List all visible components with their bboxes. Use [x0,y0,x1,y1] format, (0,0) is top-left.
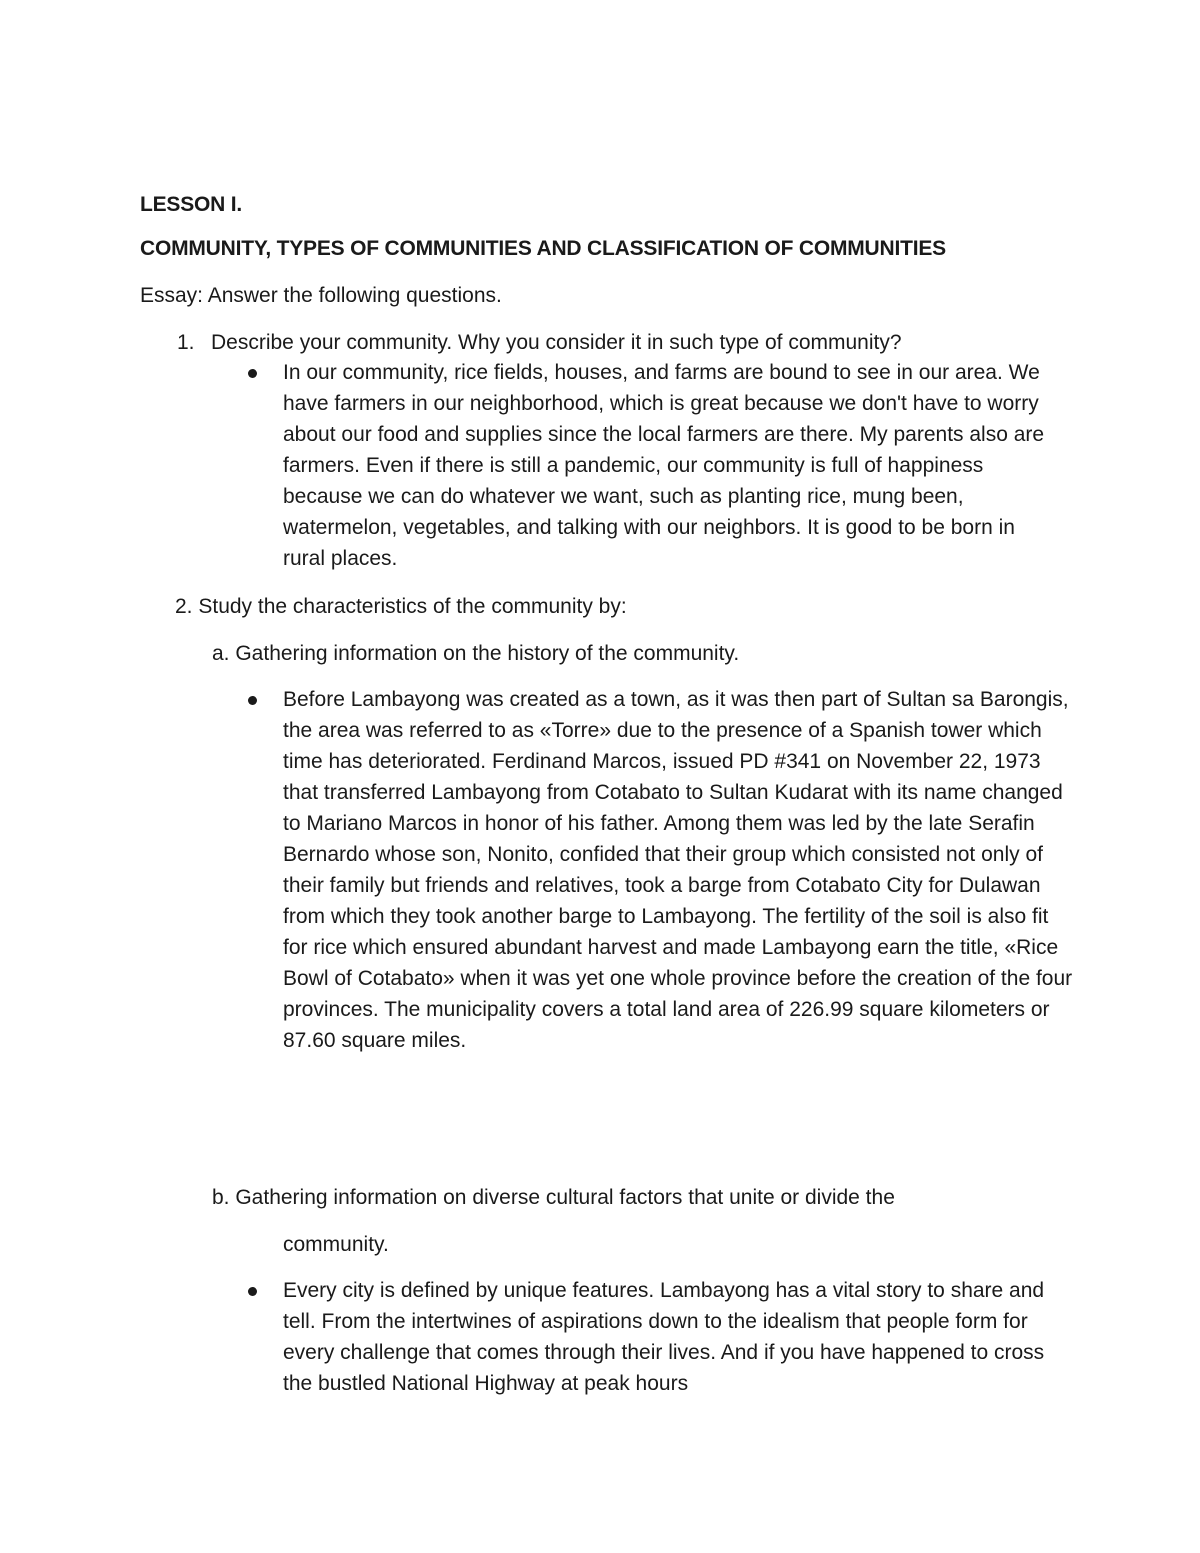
question-2a-text: a. Gathering information on the history of the community. [212,642,740,665]
lesson-title: COMMUNITY, TYPES OF COMMUNITIES AND CLASSIFICATION OF COMMUNITIES [140,237,946,260]
answer-2a-text: Before Lambayong was created as a town, as it was then part of Sultan sa Barongis, the area was referred to as «Torre» due to the presence of a Spanish tower which time has deteriorated. Ferdinand Marcos, issued PD #341 on November 22, 1973 that transferred Lambayong from Cotabato to Sultan Kudarat with its name changed to Mariano Marcos in honor of his father. Among them was led by the late Serafin Bernardo whose son, Nonito, confided that their group which consisted not only of their family but friends and relatives, took a barge from Cotabato City for Dulawan from which they took another barge to Lambayong. The fertility of the soil is also fit for rice which ensured abundant harvest and made Lambayong earn the title, «Rice Bowl of Cotabato» when it was yet one whole province before the creation of the four provinces. The municipality covers a total land area of 226.99 square kilometers or 87.60 square miles. [283,688,1073,1052]
question-1-text: Describe your community. Why you consider it in such type of community? [211,331,902,354]
question-2b-text-line1: b. Gathering information on diverse cultural factors that unite or divide the [212,1186,895,1209]
bullet-icon [248,696,257,705]
answer-1-text: In our community, rice fields, houses, and farms are bound to see in our area. We have farmers in our neighborhood, which is great because we don't have to worry about our food and supplies since the local farmers are there. My parents also are farmers. Even if there is still a pandemic, our community is full of happiness because we can do whatever we want, such as planting rice, mung been, watermelon, vegetables, and talking with our neighbors. It is good to be born in rural places. [283,361,1045,570]
lesson-label: LESSON I. [140,193,243,216]
question-1-number: 1. [177,331,195,354]
bullet-icon [248,1287,257,1296]
answer-2b-text: Every city is defined by unique features. Lambayong has a vital story to share and tell. From the intertwines of aspirations down to the idealism that people form for every challenge that comes through their lives. And if you have happened to cross the bustled National Highway at peak hours [283,1279,1045,1395]
bullet-icon [248,369,257,378]
question-2-text: 2. Study the characteristics of the community by: [175,595,627,618]
instruction-text: Essay: Answer the following questions. [140,284,502,307]
question-2b-text-line2: community. [283,1233,389,1256]
